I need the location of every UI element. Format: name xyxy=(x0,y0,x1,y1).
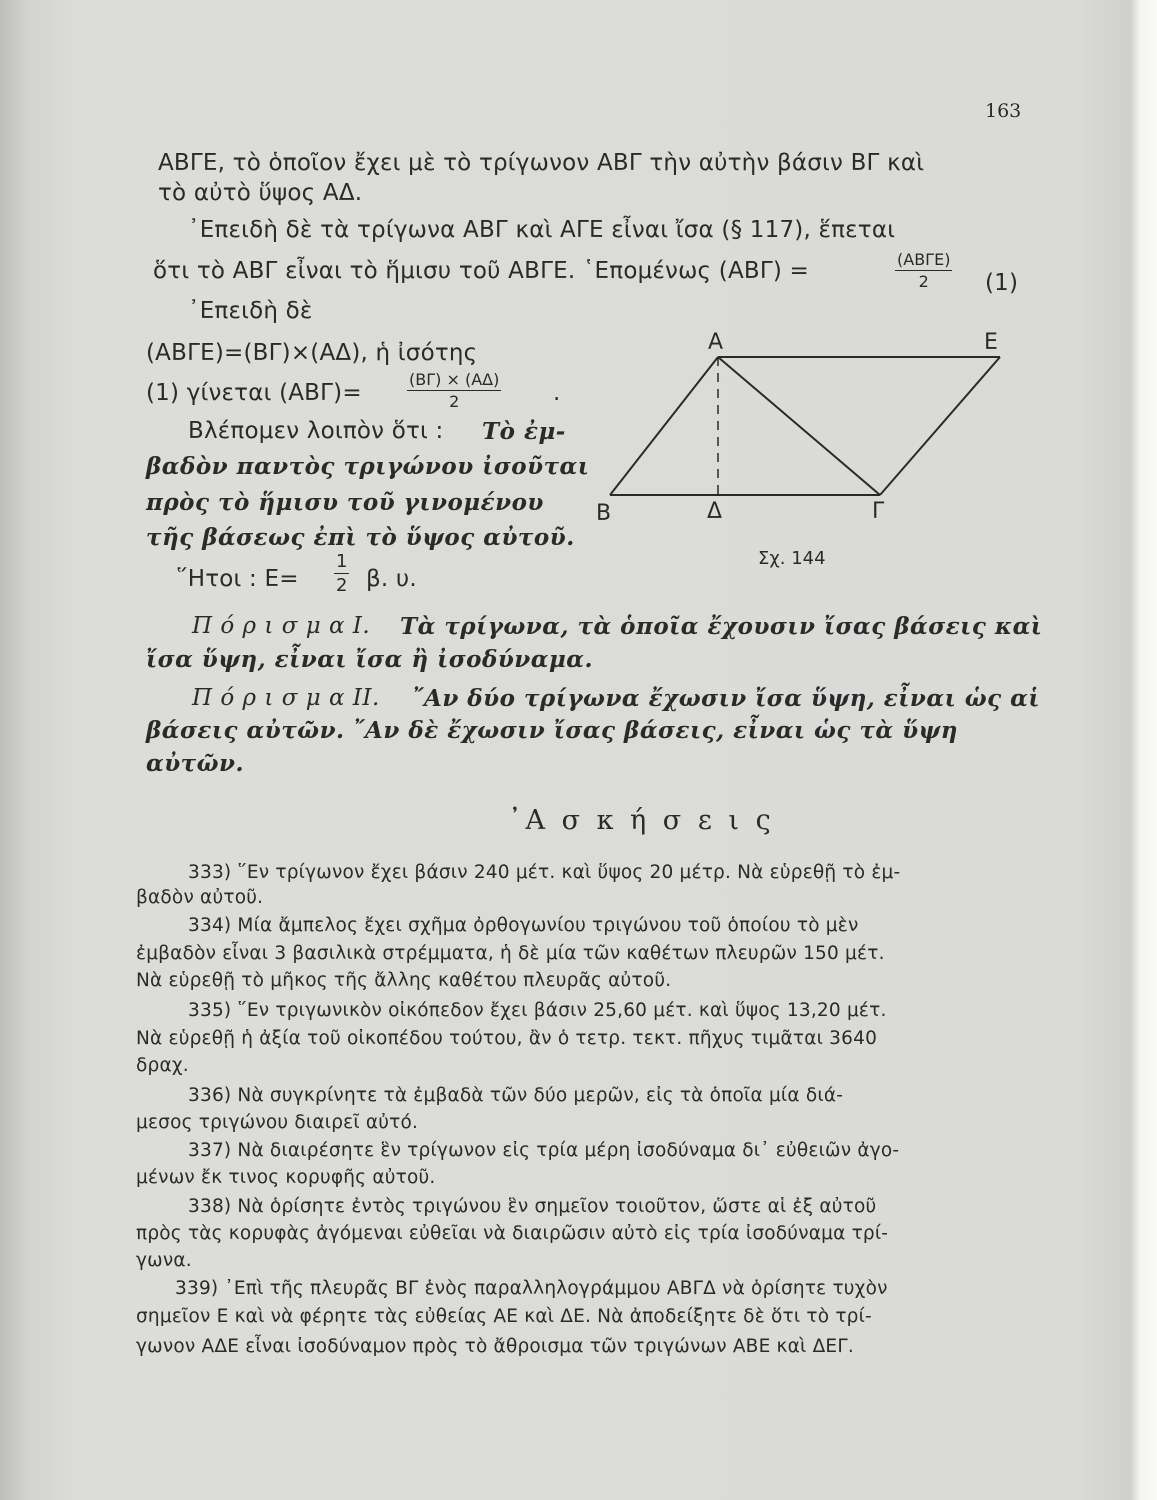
text-line: ὅτι τὸ ΑΒΓ εἶναι τὸ ἥμισυ τοῦ ΑΒΓΕ. ῾Επομένως (ΑΒΓ) = xyxy=(153,258,810,284)
porisma-2-text: ῎Αν δύο τρίγωνα ἔχωσιν ἴσα ὕψη, εἶναι ὡς αἱ xyxy=(412,685,1040,712)
text-line: ῞Ητοι : Ε= xyxy=(176,566,299,592)
theorem-text: τῆς βάσεως ἐπὶ τὸ ὕψος αὐτοῦ. xyxy=(146,524,575,551)
fraction-one-half xyxy=(334,551,349,596)
equation-tag: (1) xyxy=(985,270,1019,296)
text-line: ΑΒΓΕ, τὸ ὁποῖον ἔχει μὲ τὸ τρίγωνον ΑΒΓ τὴν αὐτὴν βάσιν ΒΓ καὶ xyxy=(158,150,925,176)
fraction-numerator: (ΑΒΓΕ) xyxy=(897,250,951,269)
exercise-line: μένων ἔκ τινος κορυφῆς αὐτοῦ. xyxy=(136,1167,436,1188)
exercise-line: βαδὸν αὐτοῦ. xyxy=(136,887,264,908)
vertex-label-b: Β xyxy=(596,501,612,526)
exercise-line: 338) Νὰ ὁρίσητε ἐντὸς τριγώνου ἓν σημεῖον τοιοῦτον, ὥστε αἱ ἐξ αὐτοῦ xyxy=(188,1196,877,1217)
vertex-label-e: Ε xyxy=(984,330,998,355)
porisma-2-text: βάσεις αὐτῶν. ῎Αν δὲ ἔχωσιν ἴσας βάσεις, εἶναι ὡς τὰ ὕψη xyxy=(146,717,958,744)
fraction-denominator: 2 xyxy=(918,272,929,291)
fraction-numerator: (ΒΓ) × (ΑΔ) xyxy=(409,370,500,389)
exercise-line: ἐμβαδὸν εἶναι 3 βασιλικὰ στρέμματα, ἡ δὲ μία τῶν καθέτων πλευρῶν 150 μέτ. xyxy=(136,943,885,964)
figure-144-parallelogram xyxy=(590,320,1020,580)
exercise-line: Νὰ εὑρεθῇ ἡ ἀξία τοῦ οἰκοπέδου τούτου, ἂν ὁ τετρ. τεκτ. πῆχυς τιμᾶται 3640 xyxy=(136,1028,878,1049)
side-eg xyxy=(880,357,1000,495)
exercise-line: 334) Μία ἄμπελος ἔχει σχῆμα ὀρθογωνίου τριγώνου τοῦ ὁποίου τὸ μὲν xyxy=(188,915,859,936)
exercise-line: 333) ῞Εν τρίγωνον ἔχει βάσιν 240 μέτ. καὶ ὕψος 20 μέτρ. Νὰ εὑρεθῇ τὸ ἐμ- xyxy=(188,862,901,883)
porisma-1-label: Π ό ρ ι σ μ α Ι. xyxy=(192,613,371,639)
text-line: Βλέπομεν λοιπὸν ὅτι : xyxy=(188,418,444,444)
fraction-denominator: 2 xyxy=(449,392,460,411)
exercise-line: 337) Νὰ διαιρέσητε ἓν τρίγωνον εἰς τρία μέρη ἰσοδύναμα δι᾿ εὐθειῶν ἀγο- xyxy=(188,1140,900,1161)
vertex-label-d: Δ xyxy=(707,499,723,524)
exercise-line: 336) Νὰ συγκρίνητε τὰ ἐμβαδὰ τῶν δύο μερῶν, εἰς τὰ ὁποῖα μία διά- xyxy=(188,1085,844,1106)
exercise-line: σημεῖον Ε καὶ νὰ φέρητε τὰς εὐθείας ΑΕ καὶ ΔΕ. Νὰ ἀποδείξητε δὲ ὅτι τὸ τρί- xyxy=(136,1306,872,1327)
figure-caption: Σχ. 144 xyxy=(758,548,826,569)
theorem-text: βαδὸν παντὸς τριγώνου ἰσοῦται xyxy=(146,453,590,480)
text-line: ᾿Επειδὴ δὲ τὰ τρίγωνα ΑΒΓ καὶ ΑΓΕ εἶναι ἴσα (§ 117), ἕπεται xyxy=(188,217,896,243)
theorem-text: Τὸ ἐμ- xyxy=(482,418,566,445)
exercise-line: Νὰ εὑρεθῇ τὸ μῆκος τῆς ἄλλης καθέτου πλευρᾶς αὐτοῦ. xyxy=(136,970,672,991)
fraction-denominator: 2 xyxy=(336,575,348,596)
theorem-text: πρὸς τὸ ἥμισυ τοῦ γινομένου xyxy=(146,489,544,516)
text-line: (ΑΒΓΕ)=(ΒΓ)×(ΑΔ), ἡ ἰσότης xyxy=(146,340,478,366)
exercise-line: γωνα. xyxy=(136,1250,192,1271)
porisma-1-text: Τὰ τρίγωνα, τὰ ὁποῖα ἔχουσιν ἴσας βάσεις καὶ xyxy=(400,613,1043,640)
porisma-2-text: αὐτῶν. xyxy=(146,750,244,777)
exercise-line: γωνον ΑΔΕ εἶναι ἰσοδύναμον πρὸς τὸ ἄθροισμα τῶν τριγώνων ΑΒΕ καὶ ΔΕΓ. xyxy=(136,1336,854,1357)
text-line-end: β. υ. xyxy=(366,566,417,592)
porisma-1-text: ἴσα ὕψη, εἶναι ἴσα ἢ ἰσοδύναμα. xyxy=(146,646,593,673)
fraction-abge-over-2 xyxy=(895,250,952,291)
text-line: ᾿Επειδὴ δὲ xyxy=(188,298,313,324)
text-line: (1) γίνεται (ΑΒΓ)= xyxy=(146,380,362,406)
fraction-numerator: 1 xyxy=(336,551,348,572)
vertex-label-a: Α xyxy=(708,330,724,355)
text-line-end: . xyxy=(553,380,561,406)
exercise-line: 339) ᾿Επὶ τῆς πλευρᾶς ΒΓ ἑνὸς παραλληλογράμμου ΑΒΓΔ νὰ ὁρίσητε τυχὸν xyxy=(175,1278,888,1299)
vertex-label-g: Γ xyxy=(872,499,885,524)
exercise-line: πρὸς τὰς κορυφὰς ἀγόμεναι εὐθεῖαι νὰ διαιρῶσιν αὐτὸ εἰς τρία ἰσοδύναμα τρί- xyxy=(136,1223,889,1244)
diagonal-ag xyxy=(718,357,880,495)
porisma-2-label: Π ό ρ ι σ μ α ΙΙ. xyxy=(192,685,380,711)
exercises-heading: ᾿Α σ κ ή σ ε ι ς xyxy=(508,805,775,836)
side-ab xyxy=(610,357,718,495)
fraction-area-formula xyxy=(407,370,501,411)
exercise-line: μεσος τριγώνου διαιρεῖ αὐτό. xyxy=(136,1112,419,1133)
page-number: 163 xyxy=(985,100,1022,122)
exercise-line: 335) ῞Εν τριγωνικὸν οἰκόπεδον ἔχει βάσιν 25,60 μέτ. καὶ ὕψος 13,20 μέτ. xyxy=(188,1000,887,1021)
text-line: τὸ αὐτὸ ὕψος ΑΔ. xyxy=(158,180,363,206)
exercise-line: δραχ. xyxy=(136,1055,189,1076)
